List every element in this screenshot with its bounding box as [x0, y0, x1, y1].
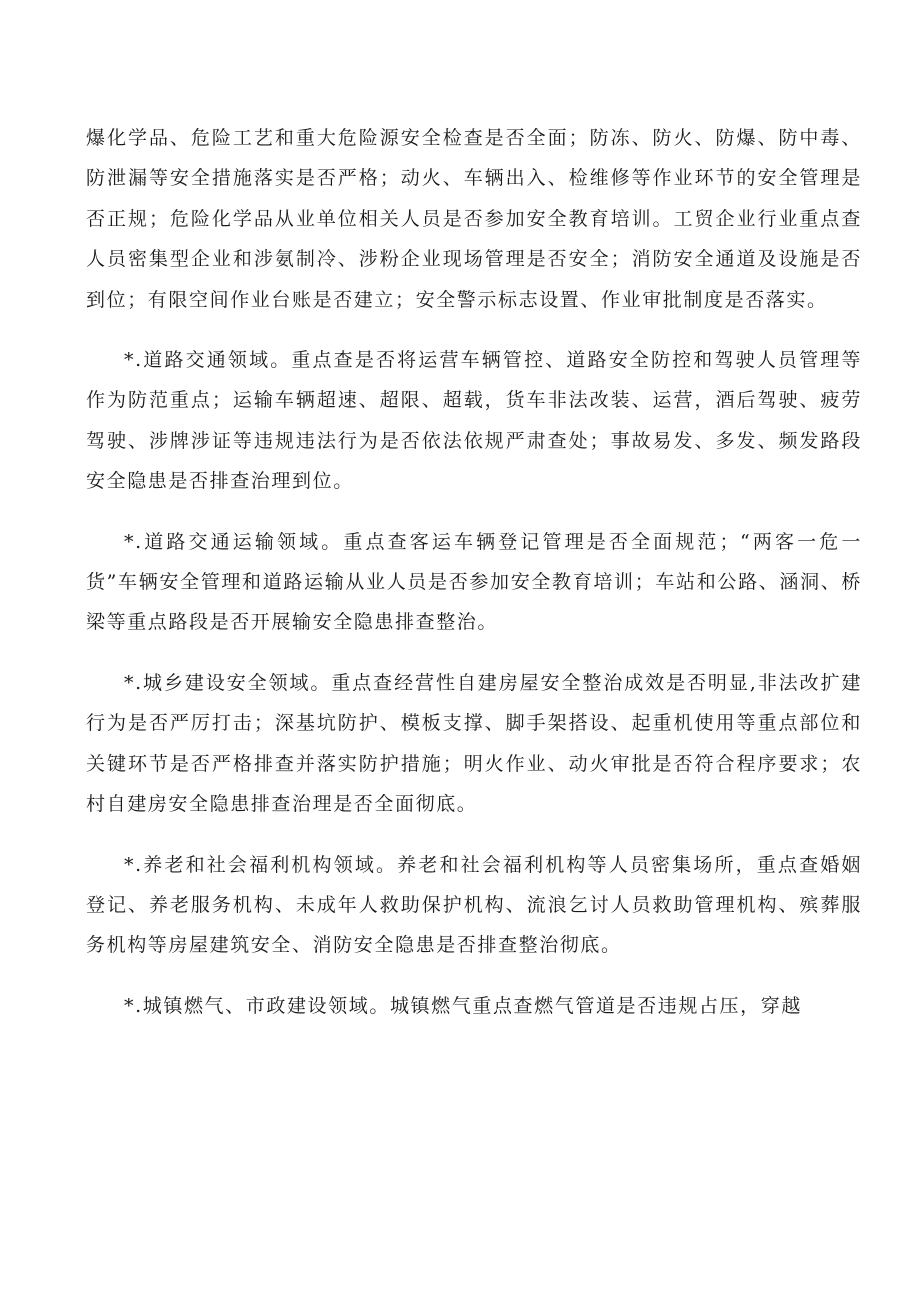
paragraph-elderly-welfare-institutions: *.养老和社会福利机构领域。养老和社会福利机构等人员密集场所，重点查婚姻登记、养老服务机构、未成年人救助保护机构、流浪乞讨人员救助管理机构、殡葬服务机构等房屋建筑安全、消防安全隐患是否排查整治彻底。	[86, 853, 862, 957]
paragraph-hazardous-chemicals-continued: 爆化学品、危险工艺和重大危险源安全检查是否全面；防冻、防火、防爆、防中毒、防泄漏等安全措施落实是否严格；动火、车辆出入、检维修等作业环节的安全管理是否正规；危险化学品从业单位相关人员是否参加安全教育培训。工贸企业行业重点查人员密集型企业和涉氨制冷、涉粉企业现场管理是否安全；消防安全通道及设施是否到位；有限空间作业台账是否建立；安全警示标志设置、作业审批制度是否落实。	[86, 127, 862, 311]
paragraph-road-transport: *.道路交通运输领域。重点查客运车辆登记管理是否全面规范；“两客一危一货”车辆安全管理和道路运输从业人员是否参加安全教育培训；车站和公路、涵洞、桥梁等重点路段是否开展输安全隐患排查整治。	[86, 530, 862, 634]
paragraph-urban-rural-construction: *.城乡建设安全领域。重点查经营性自建房屋安全整治成效是否明显,非法改扩建行为是否严厉打击；深基坑防护、模板支撑、脚手架搭设、起重机使用等重点部位和关键环节是否严格排查并落实防护措施；明火作业、动火审批是否符合程序要求；农村自建房安全隐患排查治理是否全面彻底。	[86, 671, 862, 816]
paragraph-urban-gas-municipal: *.城镇燃气、市政建设领域。城镇燃气重点查燃气管道是否违规占压，穿越	[124, 994, 802, 1017]
document-body	[86, 118, 862, 1046]
paragraph-road-traffic: *.道路交通领域。重点查是否将运营车辆管控、道路安全防控和驾驶人员管理等作为防范重点；运输车辆超速、超限、超载，货车非法改装、运营，酒后驾驶、疲劳驾驶、涉牌涉证等违规违法行为是否依法依规严肃查处；事故易发、多发、频发路段安全隐患是否排查治理到位。	[86, 349, 862, 493]
